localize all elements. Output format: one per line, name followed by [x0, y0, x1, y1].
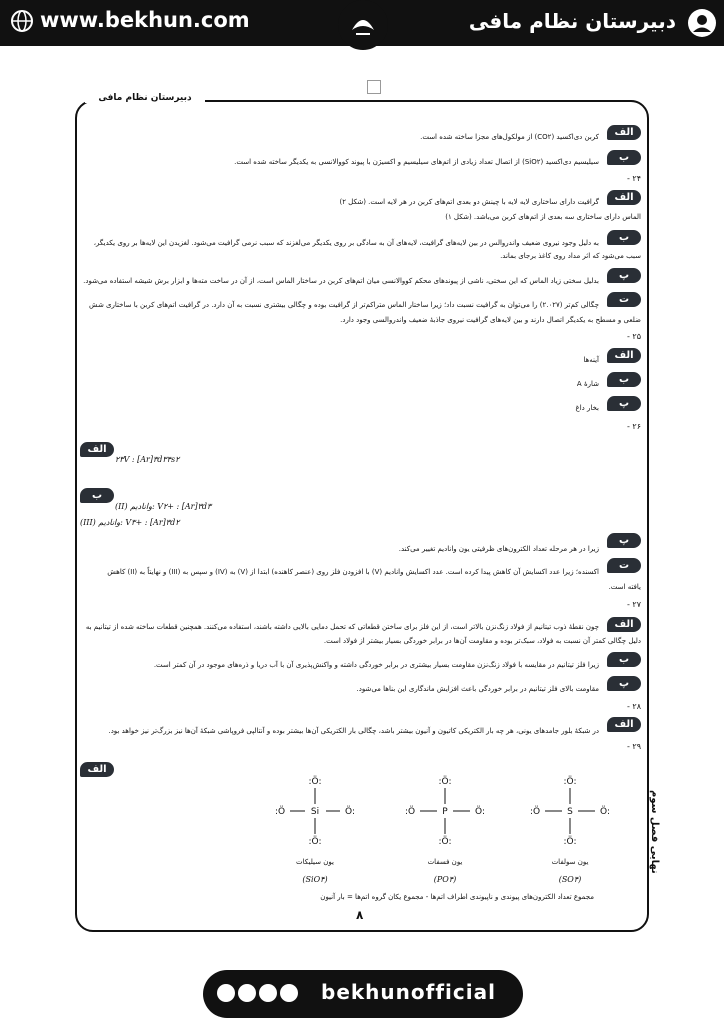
- badge-pe: پ: [607, 396, 641, 411]
- badge-alef: الف: [607, 125, 641, 140]
- q24-be-text: سیلیسیم دی‌اکسید (SiO۲) از اتصال تعداد زیادی از اتم‌های سیلیسیم و اکسیژن با پیوند کووالانسی به یکدیگر ساخته شده است.: [234, 158, 599, 166]
- q25-be-text-2: سبب می‌شود که اثر مداد روی کاغذ برجای بماند.: [500, 252, 641, 260]
- badge-alef: الف: [607, 717, 641, 732]
- user-icon[interactable]: [688, 9, 716, 37]
- badge-alef: الف: [607, 190, 641, 205]
- youtube-icon[interactable]: [238, 984, 256, 1002]
- vanadium-ii-config: (II) وانادیم: V۲+ : [Ar]۳d۳: [115, 502, 212, 511]
- q25-te-text-2: ضلعی و مسطح به یکدیگر اتصال دارند و بین لایه‌های گرافیت نیروی جاذبهٔ ضعیف واندروالسی وجود دارد.: [340, 316, 641, 324]
- social-bar: [203, 970, 523, 1018]
- svg-text::Ö:: :Ö:: [563, 837, 577, 847]
- site-url[interactable]: [10, 8, 250, 33]
- brand-logo-icon: [338, 0, 388, 50]
- q25-te-text-1: چگالی کم‌تر (۲.۰۲۷) را می‌توان به گرافیت نسبت داد؛ زیرا ساختار الماس متراکم‌تر از گرافیت بوده و چگالی بیشتری نسبت به آن دارد. در گرافیت اتم‌های کربن با ساختاری شش: [89, 301, 599, 309]
- phosphate-name: یون فسفات: [427, 858, 463, 866]
- badge-te: ت: [607, 292, 641, 307]
- svg-text:Ö:: Ö:: [345, 807, 355, 817]
- svg-text::Ö: :Ö: [529, 807, 541, 817]
- svg-text:Ö:: Ö:: [475, 807, 485, 817]
- badge-pe: پ: [607, 533, 641, 548]
- badge-alef: الف: [607, 348, 641, 363]
- sulfate-formula: (SO۴): [558, 875, 582, 884]
- top-banner: [0, 0, 724, 46]
- badge-be: ب: [607, 150, 641, 165]
- phosphate-formula: (PO۴): [433, 875, 457, 884]
- badge-alef: الف: [80, 442, 114, 457]
- social-handle[interactable]: bekhunofficial: [321, 980, 496, 1004]
- svg-text:P: P: [442, 807, 448, 817]
- svg-text::Ö: :Ö: [404, 807, 416, 817]
- svg-text::Ö:: :Ö:: [438, 837, 452, 847]
- instagram-icon[interactable]: [280, 984, 298, 1002]
- silicate-formula: (SiO۴): [302, 875, 328, 884]
- question-number: ۲۹ -: [626, 742, 641, 751]
- school-name: دبیرستان نظام مافی: [468, 9, 676, 33]
- svg-text::Ö:: :Ö:: [308, 837, 322, 847]
- q25-alef-text-1: گرافیت دارای ساختاری لایه لایه با چینش دو بعدی اتم‌های کربن در هر لایه است. (شکل ۲): [339, 198, 599, 206]
- footnote: مجموع تعداد الکترون‌های پیوندی و ناپیوندی اطراف اتم‌ها - مجموع یکان گروه اتم‌ها = بار آنیون: [320, 893, 594, 901]
- telegram-icon[interactable]: [259, 984, 277, 1002]
- lewis-structures: [260, 770, 620, 850]
- globe-icon: [10, 9, 34, 33]
- svg-text:Si: Si: [310, 807, 320, 817]
- question-number: ۲۴ -: [626, 174, 641, 183]
- sulfate-name: یون سولفات: [551, 858, 589, 866]
- vanadium-config: ۲۳V : [Ar]۳d۳۴s۲: [115, 455, 180, 464]
- question-number: ۲۷ -: [626, 600, 641, 609]
- frame-label: دبیرستان نظام مافی: [85, 93, 205, 103]
- q26-alef-text: آینه‌ها: [583, 356, 599, 364]
- q27-pe-text: زیرا در هر مرحله تعداد الکترون‌های ظرفیتی یون وانادیم تغییر می‌کند.: [398, 545, 599, 553]
- question-number: ۲۵ -: [626, 332, 641, 341]
- badge-alef: الف: [607, 617, 641, 632]
- q26-be-text: شارهٔ A: [576, 380, 599, 388]
- q26-pe-text: بخار داغ: [575, 404, 599, 412]
- badge-be: ب: [607, 230, 641, 245]
- badge-be: ب: [607, 652, 641, 667]
- q25-be-text-1: به دلیل وجود نیروی ضعیف واندروالس در بین لایه‌های گرافیت، لایه‌های آن به سادگی بر روی یکدیگر می‌لغزند که سبب نرمی گرافیت می‌شود. لغزیدن این لایه‌ها بر روی یکدیگر،: [93, 239, 599, 247]
- svg-text:Ö:: Ö:: [600, 807, 610, 817]
- q27-te-text-2: یافته است.: [608, 583, 641, 591]
- question-number: ۲۶ -: [626, 422, 641, 431]
- broken-image-icon: [367, 80, 381, 94]
- badge-pe: پ: [607, 676, 641, 691]
- q25-alef-text-2: الماس دارای ساختاری سه بعدی از اتم‌های کربن می‌باشد. (شکل ۱): [445, 213, 641, 221]
- q28-alef-text-1: چون نقطهٔ ذوب تیتانیم از فولاد زنگ‌نزن بالاتر است، از این فلز برای ساختن قطعاتی که تحمل دمایی بالایی داشته باشند، استفاده می‌کنند. همچنین قطعات ساخته شده از تیتانیم به: [85, 623, 599, 631]
- svg-text::Ö: :Ö: [274, 807, 286, 817]
- silicate-name: یون سیلیکات: [296, 858, 334, 866]
- question-number: ۲۸ -: [626, 702, 641, 711]
- svg-text::Ö:: :Ö:: [563, 777, 577, 787]
- q27-te-text-1: اکسنده؛ زیرا عدد اکسایش آن کاهش پیدا کرده است. عدد اکسایش وانادیم (V) با افزودن فلز روی (عنصر کاهنده) ابتدا از (V) به (IV) و سپس به (III) و نهایتاً به (II) کاهش: [107, 568, 599, 576]
- svg-text::Ö:: :Ö:: [308, 777, 322, 787]
- chapter-side-title: نهایی فصل سوم: [649, 790, 660, 874]
- badge-alef: الف: [80, 762, 114, 777]
- badge-be: ب: [607, 372, 641, 387]
- film-icon[interactable]: [217, 984, 235, 1002]
- badge-pe: پ: [607, 268, 641, 283]
- q25-pe-text: بدلیل سختی زیاد الماس که این سختی، ناشی از پیوندهای محکم کووالانسی میان اتم‌های کربن در ساختار الماس است، از آن در ساخت مته‌ها و ابزار برش شیشه استفاده می‌شود.: [83, 277, 599, 285]
- q24-alef-text: کربن دی‌اکسید (CO۲) از مولکول‌های مجزا ساخته شده است.: [420, 133, 599, 141]
- badge-be: ب: [80, 488, 114, 503]
- q28-be-text: زیرا فلز تیتانیم در مقایسه با فولاد زنگ‌نزن مقاومت بسیار بیشتری در برابر خوردگی داشته و واکنش‌پذیری آن با آب دریا و ذره‌های موجود در آن کمتر است.: [153, 661, 599, 669]
- q29-alef-text: در شبکهٔ بلور جامدهای یونی، هر چه بار الکتریکی کاتیون و آنیون بیشتر باشد، چگالی بار الکتریکی آن‌ها بیشتر بوده و آنتالپی فروپاشی شبکهٔ آن‌ها نیز بزرگ‌تر نیز خواهد بود.: [108, 727, 599, 735]
- q28-alef-text-2: دلیل چگالی کمتر آن نسبت به فولاد، سبک‌تر بوده و مقاومت آن‌ها در برابر خوردگی بسیار بیشتر از فولاد است.: [323, 637, 641, 645]
- q28-pe-text: مقاومت بالای فلز تیتانیم در برابر خوردگی باعث افزایش ماندگاری این بناها می‌شود.: [356, 685, 599, 693]
- svg-text::Ö:: :Ö:: [438, 777, 452, 787]
- site-url-text: www.bekhun.com: [40, 8, 250, 32]
- badge-te: ت: [607, 558, 641, 573]
- page-number: ۸: [356, 908, 364, 922]
- svg-text:S: S: [567, 807, 573, 817]
- vanadium-iii-config: (III) وانادیم: V۳+ : [Ar]۳d۲: [80, 518, 180, 527]
